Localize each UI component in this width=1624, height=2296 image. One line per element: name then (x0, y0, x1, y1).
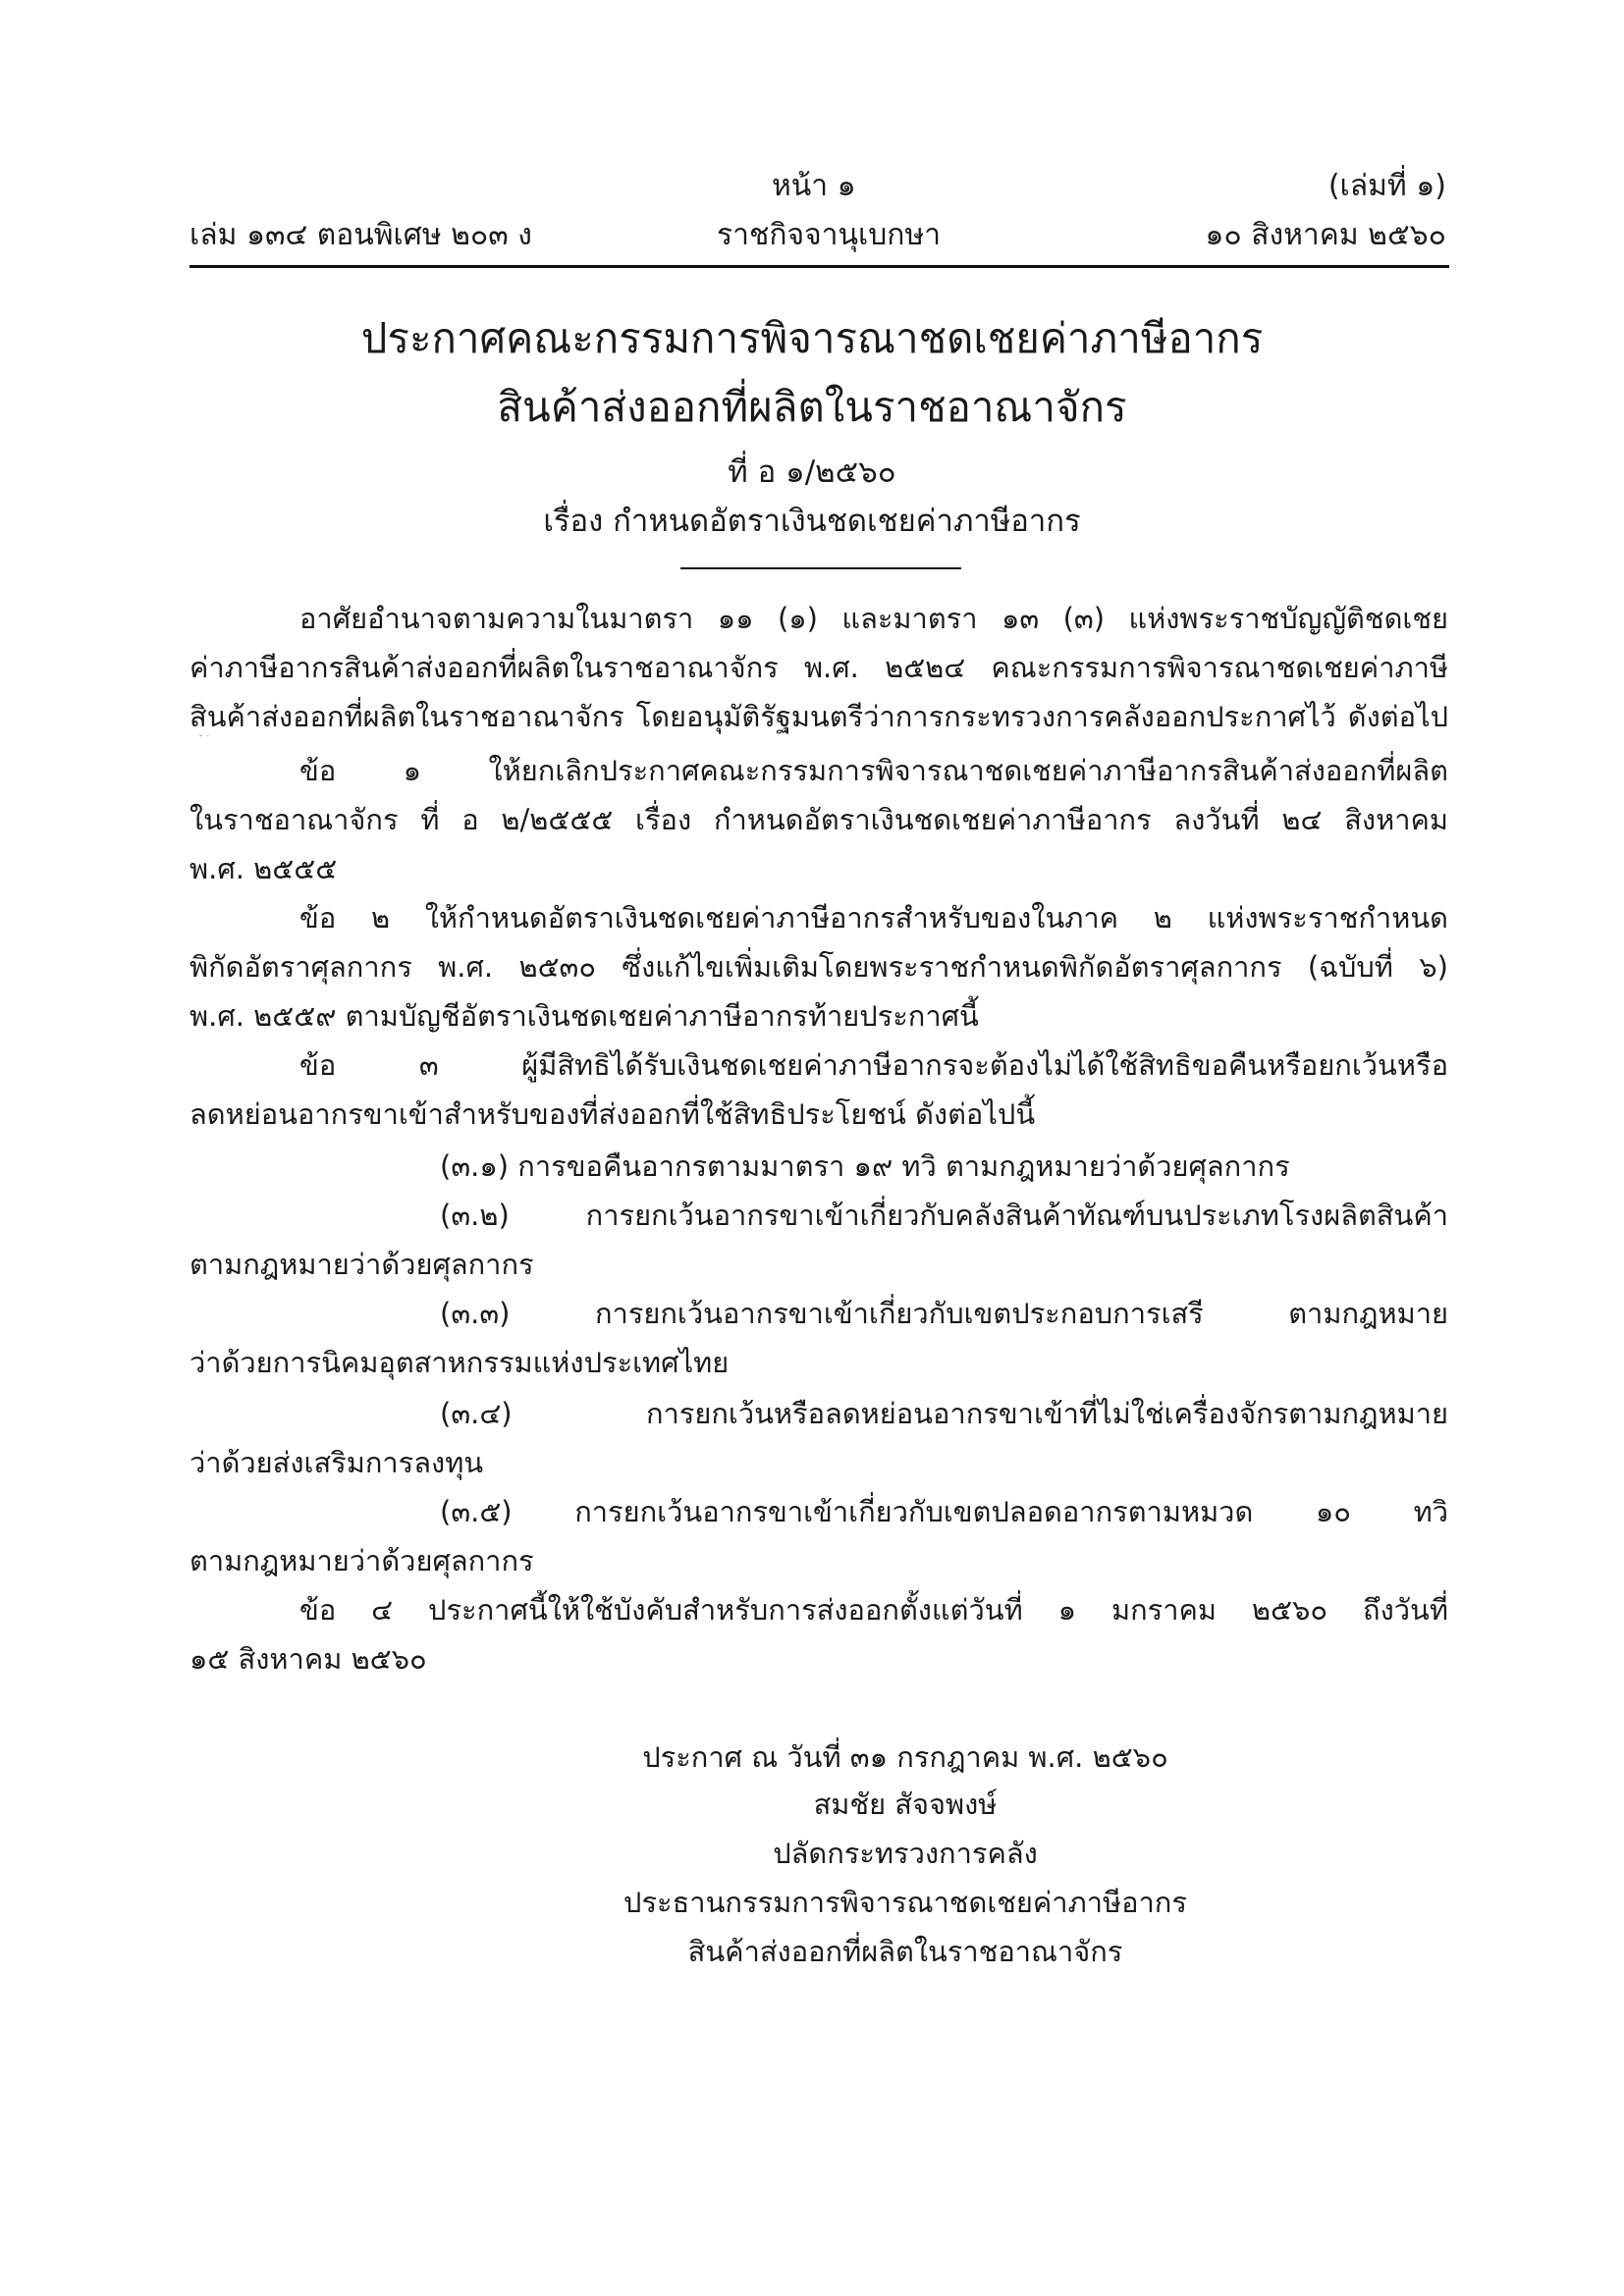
signatory-position: ปลัดกระทรวงการคลัง (773, 1837, 1038, 1870)
gazette-name: ราชกิจจานุเบกษา (717, 218, 942, 252)
signature-date: ประกาศ ณ วันที่ ๓๑ กรกฎาคม พ.ศ. ๒๕๖๐ (642, 1740, 1168, 1774)
title-rule (680, 567, 961, 569)
clause-2-line: ข้อ ๒ ให้กำหนดอัตราเงินชดเชยค่าภาษีอากรสำหรับของในภาค ๒ แห่งพระราชกำหนด (299, 901, 1448, 934)
clause-3-line: ข้อ ๓ ผู้มีสิทธิได้รับเงินชดเชยค่าภาษีอากรจะต้องไม่ได้ใช้สิทธิขอคืนหรือยกเว้นหรือ (299, 1048, 1448, 1082)
preamble-line: ค่าภาษีอากรสินค้าส่งออกที่ผลิตในราชอาณาจักร พ.ศ. ๒๕๒๔ คณะกรรมการพิจารณาชดเชยค่าภาษี (189, 651, 1448, 684)
clause-4-line: ๑๕ สิงหาคม ๒๕๖๐ (189, 1642, 427, 1676)
item-3-5-cont: ตามกฎหมายว่าด้วยศุลกากร (189, 1544, 534, 1577)
clause-4-line: ข้อ ๔ ประกาศนี้ให้ใช้บังคับสำหรับการส่งออกตั้งแต่วันที่ ๑ มกราคม ๒๕๖๐ ถึงวันที่ (299, 1593, 1448, 1627)
preamble-line: สินค้าส่งออกที่ผลิตในราชอาณาจักร โดยอนุมัติรัฐมนตรีว่าการกระทรวงการคลังออกประกาศไว้ ดังต่อไป (189, 700, 1448, 733)
clause-3-line: ลดหย่อนอากรขาเข้าสำหรับของที่ส่งออกที่ใช้สิทธิประโยชน์ ดังต่อไปนี้ (189, 1097, 1036, 1131)
item-3-3: (๓.๓) การยกเว้นอากรขาเข้าเกี่ยวกับเขตประกอบการเสรี ตามกฎหมาย (440, 1297, 1448, 1330)
publish-date: ๑๐ สิงหาคม ๒๕๖๐ (1205, 218, 1446, 252)
announcement-subject: เรื่อง กำหนดอัตราเงินชดเชยค่าภาษีอากร (543, 504, 1081, 539)
header-rule (189, 265, 1449, 268)
clause-1-line: พ.ศ. ๒๕๕๕ (189, 852, 338, 885)
clause-2-line: พิกัดอัตราศุลกากร พ.ศ. ๒๕๓๐ ซึ่งแก้ไขเพิ่มเติมโดยพระราชกำหนดพิกัดอัตราศุลกากร (ฉบับที่ ๖) (189, 950, 1448, 984)
clause-1-line: ในราชอาณาจักร ที่ อ ๒/๒๕๕๕ เรื่อง กำหนดอัตราเงินชดเชยค่าภาษีอากร ลงวันที่ ๒๔ สิงหาคม (189, 803, 1448, 836)
item-3-4: (๓.๔) การยกเว้นหรือลดหย่อนอากรขาเข้าที่ไม่ใช่เครื่องจักรตามกฎหมาย (440, 1397, 1448, 1430)
page-number: หน้า ๑ (772, 169, 856, 203)
signatory-position: ประธานกรรมการพิจารณาชดเชยค่าภาษีอากร (623, 1886, 1187, 1919)
item-3-4-cont: ว่าด้วยส่งเสริมการลงทุน (189, 1446, 484, 1479)
book-number: (เล่มที่ ๑) (1327, 169, 1446, 203)
clause-2-line: พ.ศ. ๒๕๕๙ ตามบัญชีอัตราเงินชดเชยค่าภาษีอากรท้ายประกาศนี้ (189, 999, 979, 1033)
preamble-line: อาศัยอำนาจตามความในมาตรา ๑๑ (๑) และมาตรา ๑๓ (๓) แห่งพระราชบัญญัติชดเชย (299, 602, 1448, 635)
item-3-2: (๓.๒) การยกเว้นอากรขาเข้าเกี่ยวกับคลังสินค้าทัณฑ์บนประเภทโรงผลิตสินค้า (440, 1199, 1448, 1232)
title-line-2: สินค้าส่งออกที่ผลิตในราชอาณาจักร (497, 383, 1127, 431)
item-3-3-cont: ว่าด้วยการนิคมอุตสาหกรรมแห่งประเทศไทย (189, 1346, 730, 1379)
clause-1-line: ข้อ ๑ ให้ยกเลิกประกาศคณะกรรมการพิจารณาชดเชยค่าภาษีอากรสินค้าส่งออกที่ผลิต (299, 754, 1448, 787)
signatory-name: สมชัย สัจจพงษ์ (813, 1788, 998, 1821)
announcement-number: ที่ อ ๑/๒๕๖๐ (728, 454, 896, 490)
item-3-2-cont: ตามกฎหมายว่าด้วยศุลกากร (189, 1248, 534, 1281)
item-3-5: (๓.๕) การยกเว้นอากรขาเข้าเกี่ยวกับเขตปลอดอากรตามหมวด ๑๐ ทวิ (440, 1495, 1448, 1528)
title-line-1: ประกาศคณะกรรมการพิจารณาชดเชยค่าภาษีอากร (360, 314, 1264, 362)
issue-info: เล่ม ๑๓๔ ตอนพิเศษ ๒๐๓ ง (189, 218, 532, 252)
item-3-1: (๓.๑) การขอคืนอากรตามมาตรา ๑๙ ทวิ ตามกฎหมายว่าด้วยศุลกากร (440, 1149, 1290, 1183)
signatory-position: สินค้าส่งออกที่ผลิตในราชอาณาจักร (687, 1935, 1123, 1968)
